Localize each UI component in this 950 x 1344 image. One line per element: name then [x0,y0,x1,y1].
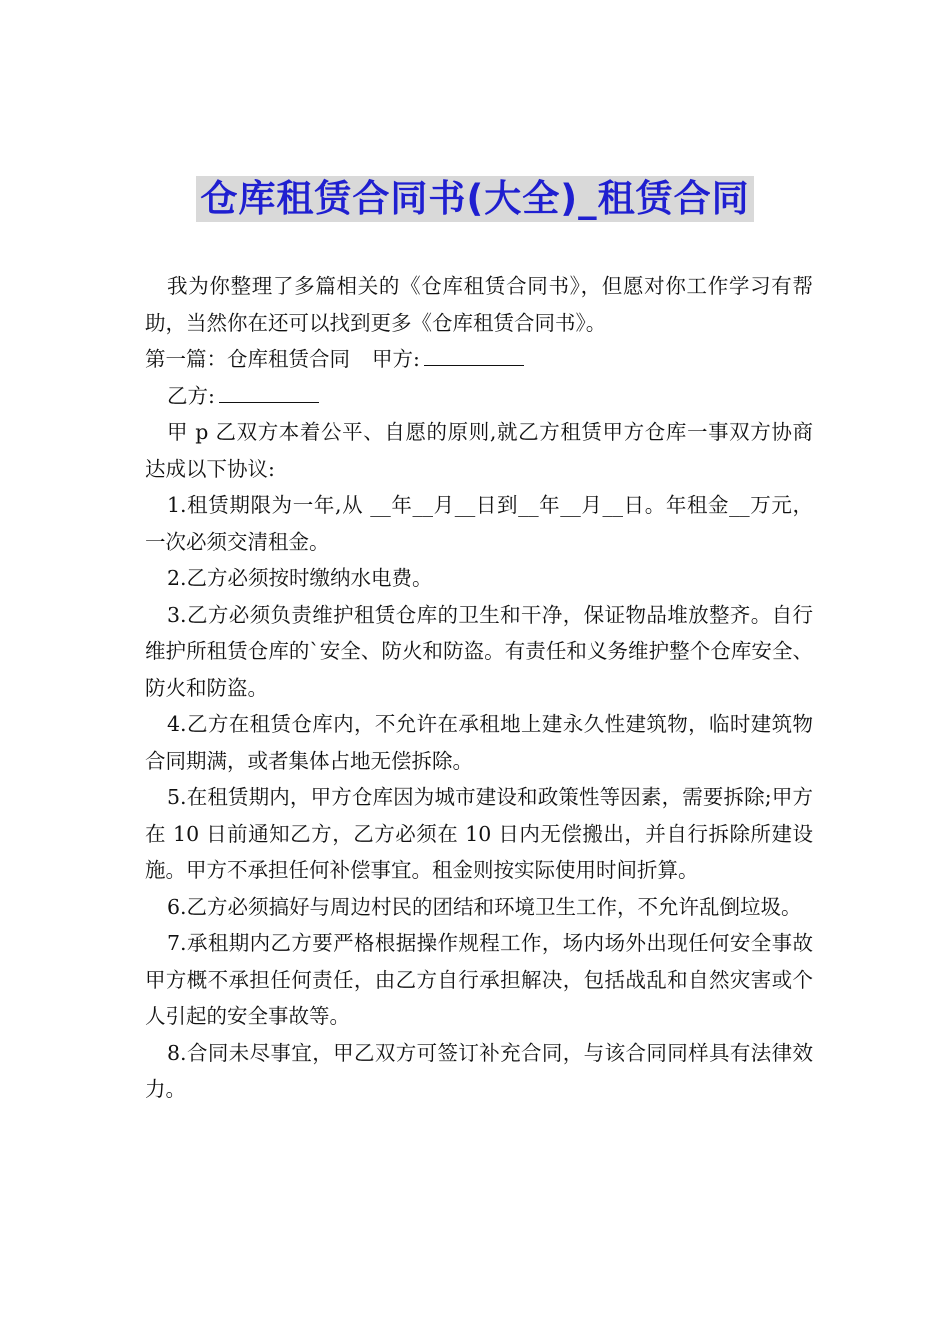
clause-1: 1.租赁期限为一年,从 __年__月__日到__年__月__日。年租金__万元，一次必须交清租金。 [145,493,813,554]
section-heading-line [145,341,813,378]
clause-2: 2.乙方必须按时缴纳水电费。 [167,566,433,590]
clause-6: 6.乙方必须搞好与周边村民的团结和环境卫生工作，不允许乱倒垃圾。 [167,894,802,919]
section-heading: 第一篇：仓库租赁合同 [145,347,350,371]
clause-4: 4.乙方在租赁仓库内，不允许在承租地上建永久性建筑物，临时建筑物合同期满，或者集体占地无偿拆除。 [145,712,813,773]
clause-8: 8.合同未尽事宜，甲乙双方可签订补充合同，与该合同同样具有法律效力。 [145,1040,813,1101]
party-b-blank [219,384,319,403]
preamble-paragraph: 甲 p 乙双方本着公平、自愿的原则,就乙方租赁甲方仓库一事双方协商达成以下协议: [145,420,813,481]
document-title: 仓库租赁合同书(大全)_租赁合同 [196,176,753,222]
document-body [145,268,813,1108]
intro-paragraph: 我为你整理了多篇相关的《仓库租赁合同书》，但愿对你工作学习有帮助，当然你在还可以找到更多《仓库租赁合同书》。 [145,274,813,335]
clause-3: 3.乙方必须负责维护租赁仓库的卫生和干净，保证物品堆放整齐。自行维护所租赁仓库的`安全、防火和防盗。有责任和义务维护整个仓库安全、防火和防盗。 [145,602,813,700]
title-area [0,176,950,222]
clause-7: 7.承租期内乙方要严格根据操作规程工作，场内场外出现任何安全事故甲方概不承担任何责任，由乙方自行承担解决，包括战乱和自然灾害或个人引起的安全事故等。 [145,931,813,1028]
party-a-label: 甲方: [372,347,420,371]
clause-5: 5.在租赁期内，甲方仓库因为城市建设和政策性等因素，需要拆除;甲方在 10 日前通知乙方，乙方必须在 10 日内无偿搬出，并自行拆除所建设施。甲方不承担任何补偿事宜。租金则按实际使用时间折算。 [145,785,813,882]
party-b-label: 乙方: [167,383,215,408]
party-b-line [145,378,813,415]
party-a-blank [424,347,524,366]
